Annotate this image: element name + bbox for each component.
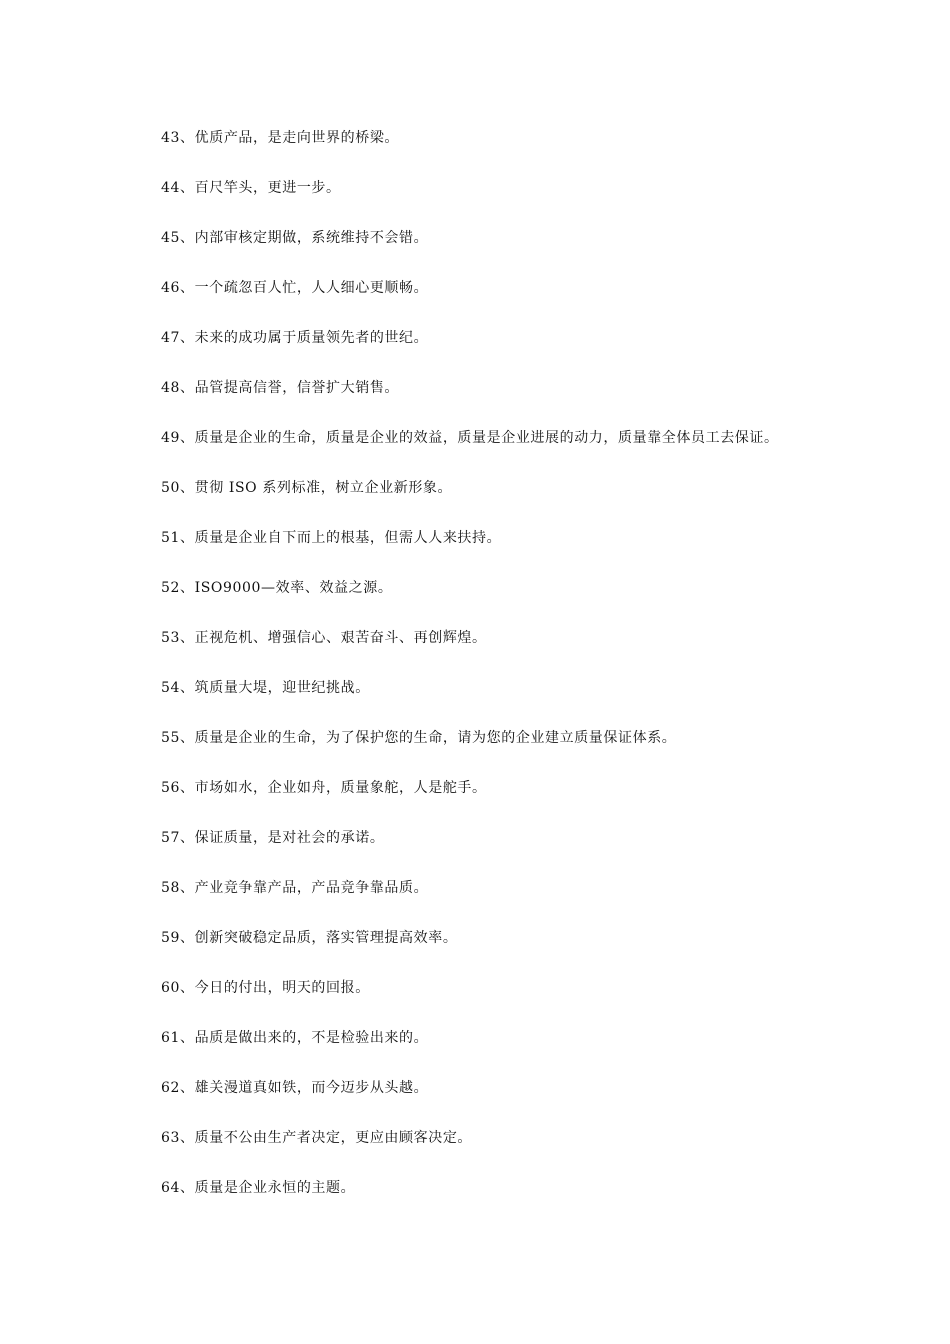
slogan-paragraph: 57、保证质量，是对社会的承诺。 [161,830,385,846]
slogan-paragraph: 63、质量不公由生产者决定，更应由顾客决定。 [161,1130,473,1146]
slogan-paragraph: 58、产业竞争靠产品，产品竞争靠品质。 [161,880,429,896]
slogan-paragraph: 45、内部审核定期做，系统维持不会错。 [161,230,429,246]
slogan-paragraph: 51、质量是企业自下而上的根基，但需人人来扶持。 [161,530,502,546]
slogan-paragraph: 55、质量是企业的生命，为了保护您的生命，请为您的企业建立质量保证体系。 [161,730,677,746]
slogan-paragraph: 59、创新突破稳定品质，落实管理提高效率。 [161,930,458,946]
slogan-paragraph: 43、优质产品，是走向世界的桥梁。 [161,130,400,146]
document-body [143,127,808,1227]
slogan-paragraph: 61、品质是做出来的，不是检验出来的。 [161,1030,429,1046]
slogan-paragraph: 46、一个疏忽百人忙，人人细心更顺畅。 [161,280,429,296]
slogan-paragraph: 47、未来的成功属于质量领先者的世纪。 [161,330,429,346]
slogan-paragraph: 50、贯彻 ISO 系列标准，树立企业新形象。 [161,480,453,496]
slogan-paragraph: 56、市场如水，企业如舟，质量象舵，人是舵手。 [161,780,487,796]
slogan-paragraph: 62、雄关漫道真如铁，而今迈步从头越。 [161,1080,429,1096]
slogan-paragraph: 48、品管提高信誉，信誉扩大销售。 [161,380,400,396]
slogan-paragraph: 64、质量是企业永恒的主题。 [161,1180,356,1196]
slogan-paragraph: 49、质量是企业的生命，质量是企业的效益，质量是企业进展的动力，质量靠全体员工去保证。 [161,430,779,446]
slogan-paragraph: 53、正视危机、增强信心、艰苦奋斗、再创辉煌。 [161,630,487,646]
slogan-paragraph: 52、ISO9000—效率、效益之源。 [161,580,393,596]
slogan-paragraph: 44、百尺竿头，更进一步。 [161,180,341,196]
slogan-paragraph: 54、筑质量大堤，迎世纪挑战。 [161,680,370,696]
slogan-paragraph: 60、今日的付出，明天的回报。 [161,980,370,996]
